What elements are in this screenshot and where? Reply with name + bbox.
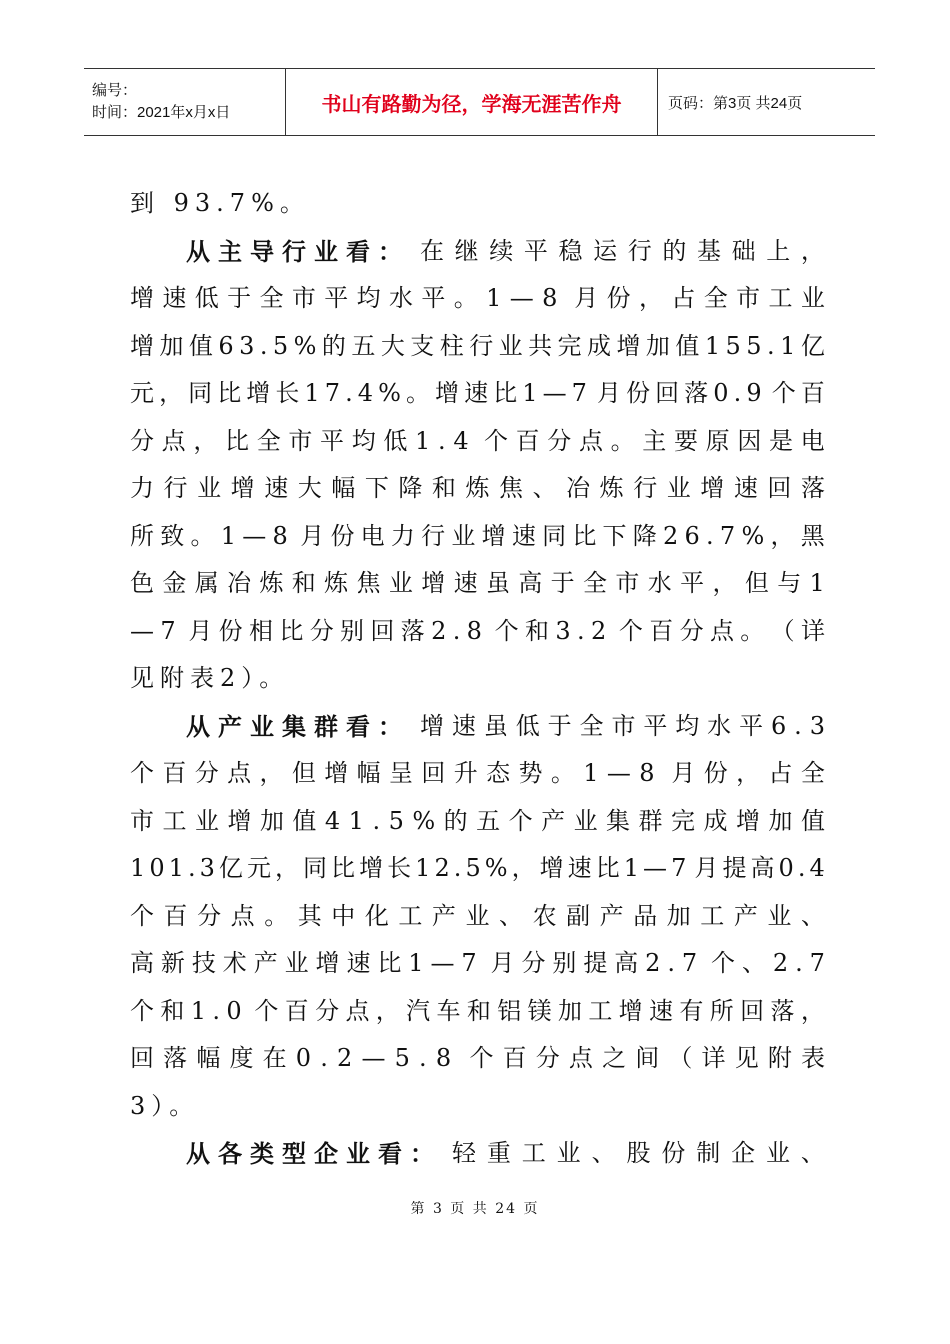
- text-line: [130, 228, 825, 276]
- time-label: 时间：2021年x月x日: [92, 104, 231, 121]
- text-line: 高 新 技 术 产 业 增 速 比 1 — 7 月 分 别 提 高 2 . 7 个 、 2 . 7: [130, 949, 825, 977]
- text-line: 回 落 幅 度 在 0 . 2 — 5 . 8 个 百 分 点 之 间 （ 详 见 附 表: [130, 1044, 825, 1072]
- page-footer: 第 3 页 共 24 页: [410, 1201, 540, 1217]
- text-line: 力 行 业 增 速 大 幅 下 降 和 炼 焦 、 冶 炼 行 业 增 速 回 落: [130, 474, 825, 502]
- body-text: [130, 180, 825, 1178]
- text-line: [130, 703, 825, 751]
- paragraph-heading: 从各类型企业看：: [186, 1139, 442, 1168]
- text-line: 分 点 ， 比 全 市 平 均 低 1 . 4 个 百 分 点 。 主 要 原 因 是 电: [130, 426, 825, 455]
- text-line: — 7 月 份 相 比 分 别 回 落 2 . 8 个 和 3 . 2 个 百 分 点 。 （ 详: [130, 616, 825, 645]
- text-line: 个 百 分 点 ， 但 增 幅 呈 回 升 态 势 。 1 — 8 月 份 ， 占 全: [130, 759, 825, 787]
- paragraph: [130, 228, 825, 703]
- text-line: 个 百 分 点 。 其 中 化 工 产 业 、 农 副 产 品 加 工 产 业 、: [130, 901, 825, 930]
- document-header: [84, 68, 875, 136]
- text-line: 见附表2）。: [130, 664, 290, 692]
- paragraph: [130, 1130, 825, 1178]
- text-line: [130, 1130, 825, 1178]
- paragraph-heading: 从主导行业看：: [186, 236, 410, 266]
- header-page-code: 页码：第3页 共24页: [668, 94, 803, 112]
- text-line: 1 0 1 . 3 亿 元 ， 同 比 增 长 1 2 . 5 % ， 增 速 比 1 — 7 月 提 高 0 . 4: [130, 854, 825, 882]
- text-line: 增 速 低 于 全 市 平 均 水 平 。 1 — 8 月 份 ， 占 全 市 工 业: [130, 284, 825, 312]
- text-line: 到 93.7%。: [130, 189, 310, 217]
- paragraph: [130, 703, 825, 1131]
- line-text: 在 继 续 平 稳 运 行 的 基 础 上 ，: [420, 236, 825, 265]
- text-line: 增 加 值 6 3 . 5 % 的 五 大 支 柱 行 业 共 完 成 增 加 值 1 5 5 . 1 亿: [130, 331, 825, 360]
- text-line: 市 工 业 增 加 值 4 1 . 5 % 的 五 个 产 业 集 群 完 成 增 加 值: [130, 806, 825, 835]
- number-label: 编号：: [92, 82, 138, 99]
- paragraph-heading: 从产业集群看：: [186, 711, 410, 741]
- header-meta: [84, 69, 286, 135]
- text-line: 个 和 1 . 0 个 百 分 点 ， 汽 车 和 铝 镁 加 工 增 速 有 所 回 落 ，: [130, 996, 825, 1025]
- line-text: 增 速 虽 低 于 全 市 平 均 水 平 6 . 3: [420, 711, 825, 740]
- line-text: 轻 重 工 业 、 股 份 制 企 业 、: [452, 1139, 825, 1167]
- text-line: 元 ， 同 比 增 长 1 7 . 4 % 。 增 速 比 1 — 7 月 份 回 落 0 . 9 个 百: [130, 379, 825, 407]
- text-line: 色 金 属 冶 炼 和 炼 焦 业 增 速 虽 高 于 全 市 水 平 ， 但 与 1: [130, 569, 825, 597]
- text-line: 所 致 。 1 — 8 月 份 电 力 行 业 增 速 同 比 下 降 2 6 . 7 % ， 黑: [130, 521, 825, 550]
- text-line: 3）。: [130, 1091, 200, 1120]
- header-motto: 书山有路勤为径，学海无涯苦作舟: [286, 69, 658, 135]
- paragraph: [130, 180, 825, 228]
